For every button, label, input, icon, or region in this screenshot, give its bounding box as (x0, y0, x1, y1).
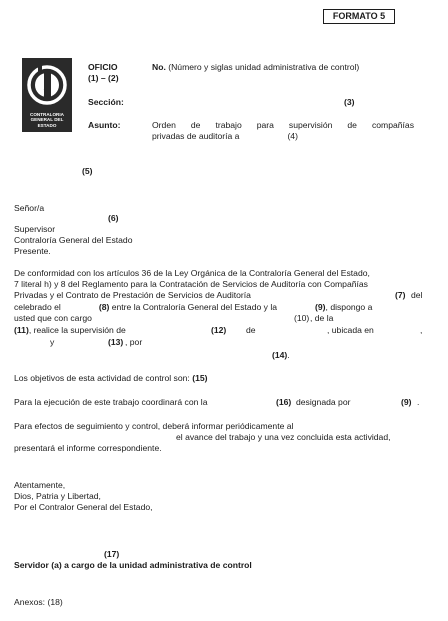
ref-10: (10) (294, 313, 310, 323)
ce-emblem-icon (22, 60, 72, 112)
seccion-label: Sección: (88, 97, 124, 107)
p1-line-1: De conformidad con los artículos 36 de la Ley Orgánica de la Contraloría General del Estado, (14, 268, 370, 278)
ref-9: (9) (315, 302, 326, 312)
formato-label: FORMATO 5 (323, 9, 395, 24)
ref-14: (14) (272, 350, 288, 360)
oficio-number (152, 61, 359, 73)
motto: Dios, Patria y Libertad, (14, 491, 101, 501)
anexos: Anexos: (18) (14, 597, 63, 607)
contraloria-logo (22, 58, 72, 132)
asunto-ref: (4) (287, 131, 298, 141)
p1-line-6: (11), realice la supervisión de (12) de , ubicada en , (14, 325, 423, 335)
asunto-text: privadas de auditoría a (152, 131, 240, 141)
p3: Para la ejecución de este trabajo coordinará con la (16) designada por (9) . (14, 397, 420, 407)
addressee-name-ref: (6) (108, 213, 119, 223)
presente: Presente. (14, 246, 51, 256)
p1-line-8: (14). (272, 350, 290, 360)
seccion-ref: (3) (344, 97, 355, 107)
addressee-title: Supervisor (14, 224, 56, 234)
asunto-line-1: Orden de trabajo para supervisión de compañías (152, 120, 414, 130)
ref-15: (15) (192, 373, 208, 383)
ref-9b: (9) (401, 397, 412, 407)
p1-line-2: 7 literal h) y 8 del Reglamento para la Contratación de Servicios de Auditoría con Compañías (14, 279, 368, 289)
asunto-label: Asunto: (88, 120, 121, 130)
addressee-org: Contraloría General del Estado (14, 235, 133, 245)
signer: Por el Contralor General del Estado, (14, 502, 153, 512)
salutation: Señor/a (14, 203, 45, 213)
ref-11: (11) (14, 325, 29, 335)
signature-ref: (17) (104, 549, 120, 559)
signature-title: Servidor (a) a cargo de la unidad administrativa de control (14, 560, 252, 570)
asunto-line-2 (152, 130, 298, 142)
ref-18: (18) (47, 597, 63, 607)
p4-line-3: presentará el informe correspondiente. (14, 443, 162, 453)
p4-line-2: el avance del trabajo y una vez concluida esta actividad, (176, 432, 391, 442)
ref-8: (8) (98, 302, 110, 312)
logo-text: CONTRALORIA GENERAL DEL ESTADO (30, 111, 64, 128)
ref-16: (16) (276, 397, 292, 407)
p1-line-4: celebrado el (8) entre la Contraloría General del Estado y la (9), dispongo a (14, 302, 373, 312)
atentamente: Atentamente, (14, 480, 66, 490)
ref-12: (12) (211, 325, 227, 335)
p2: Los objetivos de esta actividad de control son: (15) (14, 373, 208, 383)
ref-13: (13) (108, 337, 124, 347)
p4-line-1: Para efectos de seguimiento y control, deberá informar periódicamente al (14, 421, 294, 431)
p1-line-3: Privadas y el Contrato de Prestación de Servicios de Auditoría (7) del (14, 290, 423, 300)
no-label: No. (152, 62, 166, 72)
oficio-label: OFICIO (88, 62, 118, 72)
date-ref: (5) (82, 166, 93, 176)
p1-line-5: usted que con cargo (10) , de la (14, 313, 334, 323)
ref-7: (7) (395, 290, 406, 300)
svg-text:E: E (43, 88, 51, 99)
no-value: (Número y siglas unidad administrativa de control) (168, 62, 360, 72)
oficio-refs: (1) – (2) (88, 73, 119, 83)
